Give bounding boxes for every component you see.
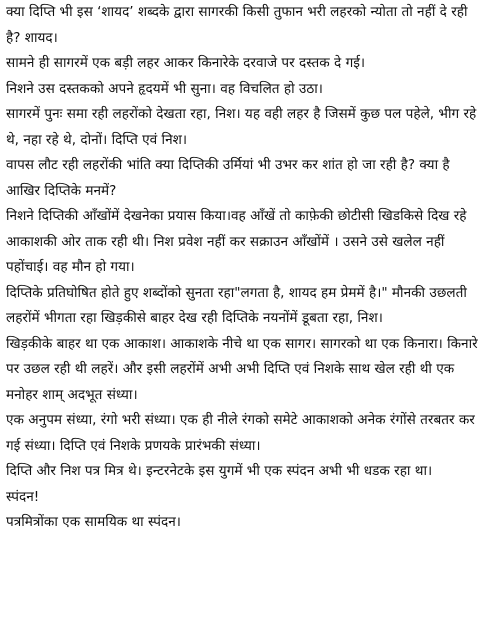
paragraph-7: दिप्तिके प्रतिघोषित होते हुए शब्दोंको सुनता रहा"लगता है, शायद हम प्रेममें है।" मौनकी उछलती लहरोंमें भीगता रहा खिड़कीसे बाहर देख रही दिप्तिके नयनोंमें डूबता रहा, निश। bbox=[6, 284, 472, 326]
paragraph-1: क्या दिप्ति भी इस ‘शायद’ शब्दके द्वारा सागरकी किसी तुफान भरी लहरको न्योता तो नहीं दे रही है? शायद। bbox=[6, 4, 472, 46]
paragraph-12: पत्रमित्रोंका एक सामयिक था स्पंदन। bbox=[6, 514, 181, 530]
paragraph-11: स्पंदन! bbox=[6, 488, 40, 505]
paragraph-9: एक अनुपम संध्या, रंगो भरी संध्या। एक ही नीले रंगको समेटे आकाशको अनेक रंगोंसे तरबतर कर गई संध्या। दिप्ति एवं निशके प्रणयके प्रारंभकी संध्या। bbox=[6, 412, 480, 454]
document-body bbox=[6, 0, 484, 536]
paragraph-6: निशने दिप्तिकी आँखोंमें देखनेका प्रयास किया।वह आँखें तो काफ़ेकी छोटीसी खिडकिसे दिख रहे आकाशकी ओर ताक रही थी। निश प्रवेश नहीं कर सक्राउन आँखोंमें । उसने उसे खलेल नहीं पहोंचाई। वह मौन हो गया। bbox=[6, 208, 471, 275]
paragraph-5: वापस लौट रही लहरोंकी भांति क्या दिप्तिकी उर्मियां भी उभर कर शांत हो जा रही है? क्या है आखिर दिप्तिके मनमें? bbox=[6, 157, 454, 199]
paragraph-10: दिप्ति और निश पत्र मित्र थे। इन्टरनेटके इस युगमें भी एक स्पंदन अभी भी धडक रहा था। bbox=[6, 463, 433, 479]
paragraph-8: खिड़कीके बाहर था एक आकाश। आकाशके नीचे था एक सागर। सागरको था एक किनारा। किनारे पर उछल रही थी लहरें। और इसी लहरोंमें अभी अभी दिप्ति एवं निशके साथ खेल रही थी एक मनोहर शाम् अदभूत संध्या। bbox=[6, 335, 482, 403]
paragraph-4: सागरमें पुनः समा रही लहरोंको देखता रहा, निश। यह वही लहर है जिसमें कुछ पल पहेले, भीग रहे थे, नहा रहे थे, दोनों। दिप्ति एवं निश। bbox=[6, 106, 481, 148]
paragraph-3: निशने उस दस्तकको अपने हृदयमें भी सुना। वह विचलित हो उठा। bbox=[6, 80, 323, 97]
paragraph-2: सामने ही सागरमें एक बड़ी लहर आकर किनारेके दरवाजे पर दस्तक दे गई। bbox=[6, 55, 366, 71]
